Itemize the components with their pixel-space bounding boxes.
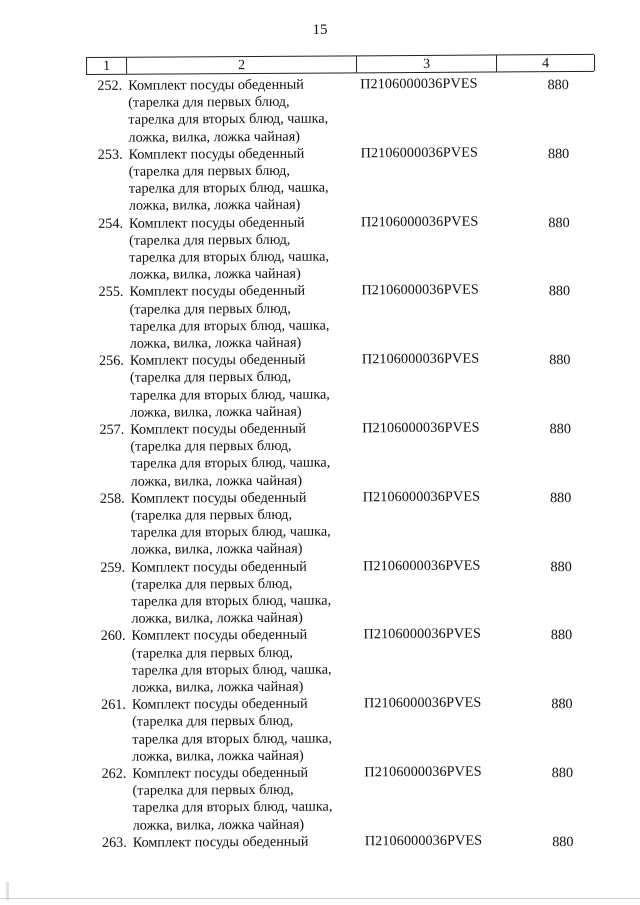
item-name [133, 833, 368, 852]
item-name-line: ложка, вилка, ложка чайная) [132, 747, 304, 765]
item-name-line: тарелка для вторых блюд, чашка, [130, 523, 331, 541]
item-name-line: тарелка для вторых блюд, чашка, [131, 661, 332, 679]
item-name-line: ложка, вилка, ложка чайная) [130, 403, 302, 421]
item-quantity: 880 [547, 77, 569, 94]
item-name-line: тарелка для вторых блюд, чашка, [131, 592, 332, 610]
item-code: П2106000036PVES [364, 832, 483, 850]
item-quantity: 880 [548, 214, 570, 231]
table-body [86, 72, 599, 901]
item-name [132, 695, 367, 765]
item-quantity: 880 [550, 627, 573, 644]
item-code: П2106000036PVES [360, 144, 479, 162]
item-name [128, 76, 363, 146]
table-row [89, 553, 597, 625]
row-number: 253. [97, 146, 123, 163]
item-name [131, 489, 366, 559]
item-name-line: (тарелка для первых блюд, [128, 93, 290, 111]
item-name [129, 145, 364, 215]
table-row [89, 485, 597, 557]
item-name-line: (тарелка для первых блюд, [132, 713, 294, 731]
item-name-line: Комплект посуды обеденный [131, 695, 308, 713]
item-quantity: 880 [549, 352, 571, 369]
item-name-line: (тарелка для первых блюд, [129, 231, 291, 249]
item-name [129, 283, 364, 353]
table-row [88, 416, 596, 488]
item-quantity: 880 [551, 765, 574, 782]
item-name [131, 627, 366, 697]
table-row [90, 760, 598, 832]
page-number: 15 [312, 22, 328, 38]
item-name-line: ложка, вилка, ложка чайная) [131, 609, 303, 627]
item-quantity: 880 [552, 833, 574, 850]
item-name-line: (тарелка для первых блюд, [132, 781, 294, 799]
item-name-line: Комплект посуды обеденный [131, 558, 307, 576]
item-code: П2106000036PVES [363, 625, 481, 643]
item-name-line: ложка, вилка, ложка чайная) [132, 816, 305, 834]
row-number: 254. [98, 215, 124, 232]
item-code: П2106000036PVES [360, 213, 479, 230]
item-name-line: (тарелка для первых блюд, [130, 506, 293, 524]
item-name-line: ложка, вилка, ложка чайная) [128, 128, 300, 146]
item-name-line: тарелка для вторых блюд, чашка, [129, 248, 330, 266]
row-number: 256. [98, 352, 124, 370]
row-number: 252. [97, 77, 123, 94]
item-name-line: Комплект посуды обеденный [130, 420, 307, 438]
item-quantity: 880 [550, 489, 572, 506]
table-row [91, 829, 599, 901]
item-name [131, 558, 366, 628]
item-name-line: ложка, вилка, ложка чайная) [129, 334, 302, 352]
item-name [130, 420, 365, 490]
table-row [88, 347, 596, 419]
item-name [132, 764, 367, 834]
item-name-line: Комплект посуды обеденный [129, 283, 306, 301]
items-table [86, 54, 599, 901]
item-name-line: (тарелка для первых блюд, [128, 162, 290, 180]
header-col-2: 2 [127, 56, 357, 73]
table-row [90, 691, 598, 763]
row-number: 260. [100, 628, 126, 645]
item-name [129, 214, 364, 284]
table-row [87, 278, 595, 350]
item-name-line: тарелка для вторых блюд, чашка, [129, 317, 330, 335]
item-quantity: 880 [547, 145, 570, 162]
item-name-line: (тарелка для первых блюд, [129, 300, 291, 318]
item-code: П2106000036PVES [361, 281, 479, 299]
item-name-line: Комплект посуды обеденный [128, 145, 305, 163]
item-name-line: Комплект посуды обеденный [130, 489, 307, 507]
item-name-line: (тарелка для первых блюд, [129, 369, 292, 387]
row-number: 255. [98, 284, 124, 301]
item-name-line: тарелка для вторых блюд, чашка, [130, 386, 330, 404]
item-name-line: тарелка для вторых блюд, чашка, [128, 110, 329, 129]
item-name-line: тарелка для вторых блюд, чашка, [130, 454, 331, 473]
item-quantity: 880 [551, 696, 573, 713]
header-col-3: 3 [357, 55, 497, 72]
item-name-line: Комплект посуды обеденный [128, 214, 305, 232]
item-name [130, 351, 365, 421]
row-number: 257. [99, 421, 125, 438]
item-name-line: тарелка для вторых блюд, чашка, [132, 798, 333, 817]
table-row [89, 622, 597, 694]
item-name-line: ложка, вилка, ложка чайная) [130, 541, 303, 559]
item-name-line: Комплект посуды обеденный [128, 76, 304, 94]
item-code: П2106000036PVES [360, 75, 478, 93]
item-name-line: Комплект посуды обеденный [132, 764, 309, 782]
table-row [87, 209, 595, 281]
item-name-line: (тарелка для первых блюд, [130, 437, 292, 455]
header-col-4: 4 [497, 55, 595, 72]
item-code: П2106000036PVES [362, 419, 480, 437]
item-name-line: (тарелка для первых блюд, [131, 575, 293, 593]
item-code: П2106000036PVES [362, 488, 481, 506]
item-quantity: 880 [549, 421, 571, 438]
item-name-line: (тарелка для первых блюд, [131, 644, 293, 662]
row-number: 258. [99, 490, 125, 507]
header-col-1: 1 [87, 58, 127, 74]
item-quantity: 880 [548, 283, 571, 300]
item-name-line: тарелка для вторых блюд, чашка, [132, 730, 332, 748]
item-name-line: Комплект посуды обеденный [129, 351, 306, 369]
item-name-line: ложка, вилка, ложка чайная) [129, 265, 301, 283]
item-code: П2106000036PVES [364, 763, 482, 781]
row-number: 259. [100, 559, 126, 576]
row-number: 261. [101, 696, 127, 714]
table-row [86, 72, 594, 144]
row-number: 262. [101, 765, 127, 782]
item-quantity: 880 [550, 558, 572, 575]
item-code: П2106000036PVES [363, 694, 482, 712]
item-code: П2106000036PVES [361, 350, 480, 368]
item-name-line: ложка, вилка, ложка чайная) [128, 197, 301, 215]
row-number: 263. [101, 834, 127, 851]
item-name-line: Комплект посуды обеденный [131, 627, 308, 645]
table-row [87, 141, 595, 213]
item-code: П2106000036PVES [363, 557, 481, 574]
item-name-line: ложка, вилка, ложка чайная) [131, 678, 304, 696]
item-name-line: ложка, вилка, ложка чайная) [130, 472, 303, 490]
page-bottom-edge [0, 898, 640, 899]
item-name-line: тарелка для вторых блюд, чашка, [128, 179, 329, 197]
item-name-line: Комплект посуды обеденный [132, 833, 309, 851]
